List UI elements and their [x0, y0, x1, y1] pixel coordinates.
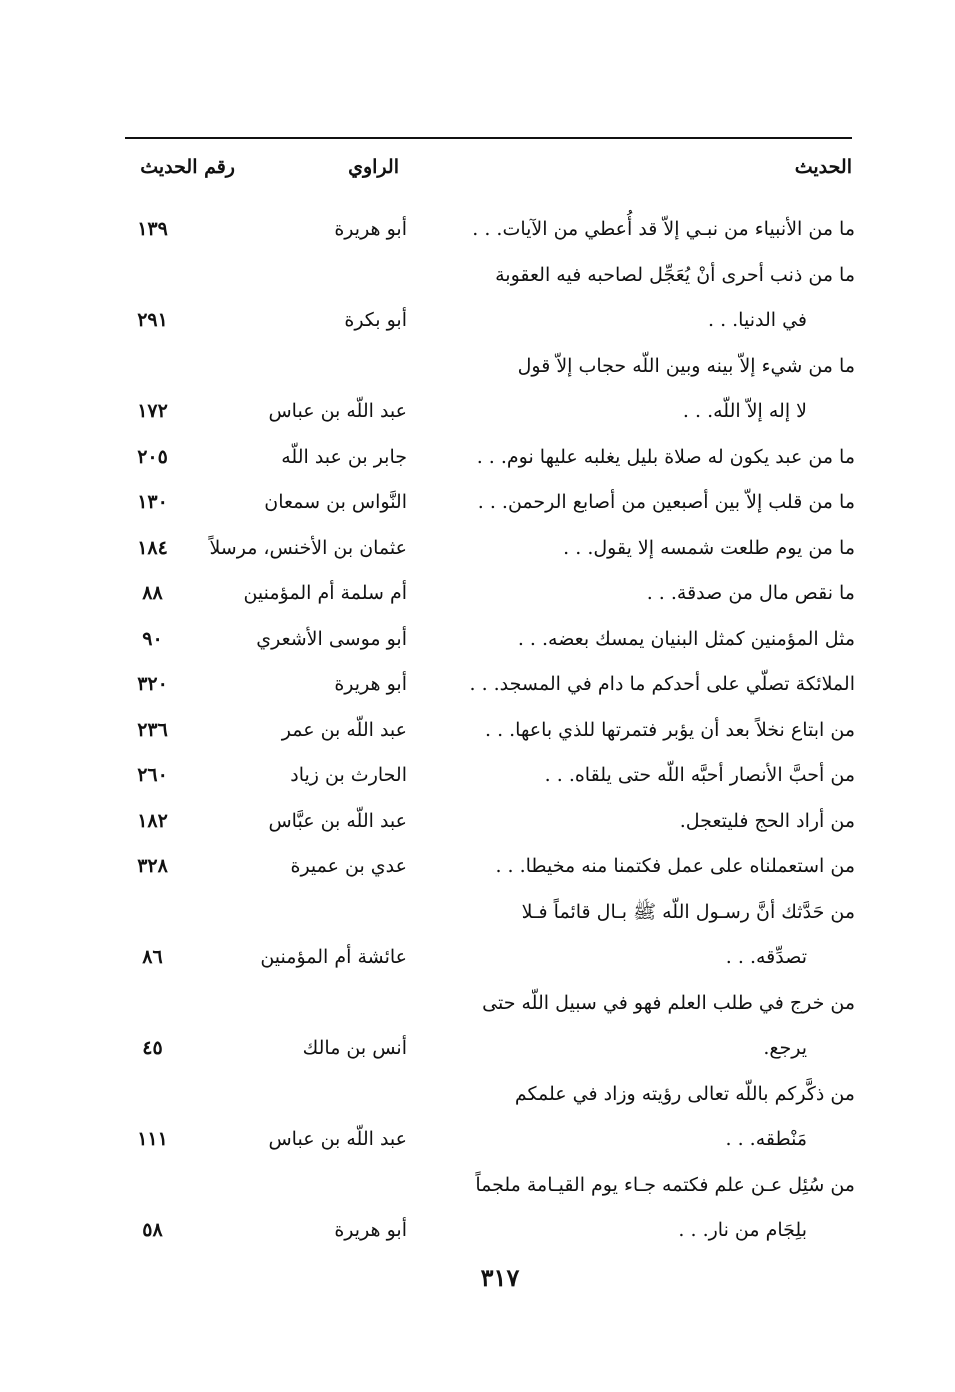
hadith-number: ٣٢٠	[137, 673, 168, 695]
hadith-text: ما من الأنبياء من نبـي إلاّ قد أُعطي من الآيات. . .	[472, 218, 855, 240]
entry-line	[125, 1072, 865, 1118]
column-header-hadith: الحديث	[794, 156, 852, 178]
hadith-text: تصدِّقه. . .	[725, 946, 807, 968]
narrator-name: جابر بن عبد اللّه	[281, 445, 407, 468]
hadith-entry	[125, 981, 865, 1072]
hadith-text: ما من ذنب أحرى أنْ يُعَجِّل لصاحبه فيه العقوبة	[495, 263, 855, 286]
hadith-number: ١٨٢	[137, 809, 168, 832]
narrator-name: النَّواس بن سمعان	[264, 491, 407, 513]
hadith-text: يرجع.	[763, 1037, 807, 1059]
hadith-number: ٣٢٨	[137, 855, 168, 877]
narrator-name: عدي بن عميرة	[290, 855, 407, 877]
hadith-number: ٢٣٦	[137, 718, 168, 741]
entry-line	[125, 480, 865, 526]
hadith-entry	[125, 207, 865, 253]
narrator-name: عبد اللّه بن عمر	[281, 718, 407, 741]
hadith-number: ١٣٠	[137, 491, 168, 513]
entry-line	[125, 617, 865, 663]
narrator-name: عبد اللّه بن عباس	[268, 1128, 407, 1150]
hadith-entry	[125, 799, 865, 845]
hadith-number: ٨٦	[142, 946, 163, 968]
hadith-number: ١١١	[137, 1128, 168, 1150]
hadith-entry	[125, 253, 865, 344]
entry-line	[125, 1208, 865, 1254]
hadith-text: ما من يوم طلعت شمسه إلا يقول. . .	[563, 536, 855, 559]
entry-line	[125, 662, 865, 708]
hadith-entry	[125, 480, 865, 526]
hadith-entry	[125, 753, 865, 799]
narrator-name: أبو هريرة	[334, 1219, 407, 1241]
hadith-entry	[125, 844, 865, 890]
hadith-number: ١٧٢	[137, 400, 168, 422]
hadith-text: ما من عبد يكون له صلاة بليل يغلبه عليها نوم. . .	[476, 445, 855, 468]
entry-line	[125, 890, 865, 936]
hadith-text: من خرج في طلب العلم فهو في سبيل اللّه حتى	[482, 991, 855, 1014]
hadith-text: لا إله إلاّ اللّه. . .	[682, 400, 807, 422]
entry-line	[125, 435, 865, 481]
hadith-number: ٢٩١	[137, 309, 168, 331]
hadith-number: ٩٠	[142, 627, 163, 650]
hadith-text: من أراد الحج فليتعجل.	[679, 809, 855, 832]
hadith-text: في الدنيا. . .	[707, 309, 807, 331]
entry-line	[125, 708, 865, 754]
entry-line	[125, 207, 865, 253]
hadith-text: من ابتاع نخلاً بعد أن يؤبر فتمرتها للذي باعها. . .	[484, 718, 855, 741]
hadith-entry	[125, 435, 865, 481]
hadith-text: مثل المؤمنين كمثل البنيان يمسك بعضه. . .	[517, 627, 855, 650]
hadith-number: ١٨٤	[137, 536, 168, 559]
narrator-name: أبو بكرة	[344, 309, 407, 331]
narrator-name: أم سلمة أم المؤمنين	[243, 582, 407, 604]
hadith-entry	[125, 526, 865, 572]
hadith-text: من حَدَّثك أنَّ رسـول اللّه ﷺ بـال قائماً فـلا	[521, 900, 855, 923]
narrator-name: أبو هريرة	[334, 673, 407, 695]
entry-line	[125, 981, 865, 1027]
hadith-number: ٢٦٠	[137, 764, 168, 786]
hadith-text: بلِجَام من نار. . .	[678, 1219, 807, 1241]
hadith-index-table	[125, 207, 865, 1254]
entry-line	[125, 935, 865, 981]
narrator-name: عائشة أم المؤمنين	[260, 946, 407, 968]
entry-line	[125, 1026, 865, 1072]
entry-line	[125, 344, 865, 390]
hadith-number: ٤٥	[142, 1037, 163, 1059]
entry-line	[125, 1117, 865, 1163]
hadith-text: الملائكة تصلّي على أحدكم ما دام في المسجد. . .	[469, 673, 855, 695]
entry-line	[125, 799, 865, 845]
hadith-entry	[125, 344, 865, 435]
hadith-text: من ذكَّركم باللّه تعالى رؤيته وزاد في علمكم	[514, 1082, 855, 1105]
hadith-entry	[125, 617, 865, 663]
hadith-entry	[125, 571, 865, 617]
hadith-text: مَنْطقه. . .	[725, 1128, 807, 1150]
hadith-entry	[125, 1072, 865, 1163]
narrator-name: عبد اللّه بن عبَّاس	[268, 809, 407, 832]
hadith-text: من سُئِل عـن علم فكتمه جـاء يوم القيـامة ملجماً	[475, 1173, 855, 1196]
hadith-number: ٨٨	[142, 582, 163, 604]
column-header-number: رقم الحديث	[140, 156, 235, 178]
narrator-name: أبو موسى الأشعري	[256, 627, 407, 650]
hadith-entry	[125, 1163, 865, 1254]
hadith-entry	[125, 708, 865, 754]
hadith-text: من استعملناه على عمل فكتمنا منه مخيطا. . .	[495, 855, 855, 877]
narrator-name: أنس بن مالك	[302, 1037, 407, 1059]
entry-line	[125, 389, 865, 435]
column-header-rawi: الراوي	[348, 156, 399, 178]
hadith-number: ٢٠٥	[137, 445, 168, 468]
hadith-text: ما من قلب إلاّ بين أصبعين من أصابع الرحمن. . .	[477, 491, 855, 513]
narrator-name: الحارث بن زياد	[290, 764, 407, 786]
hadith-text: من أحبَّ الأنصار أحبَّه اللّه حتى يلقاه. . .	[544, 764, 855, 786]
entry-line	[125, 571, 865, 617]
entry-line	[125, 753, 865, 799]
narrator-name: أبو هريرة	[334, 218, 407, 240]
hadith-text: ما نقص مال من صدقة. . .	[646, 582, 855, 604]
narrator-name: عبد اللّه بن عباس	[268, 400, 407, 422]
hadith-number: ٥٨	[142, 1219, 163, 1241]
hadith-entry	[125, 890, 865, 981]
entry-line	[125, 526, 865, 572]
hadith-number: ١٣٩	[137, 218, 168, 240]
entry-line	[125, 298, 865, 344]
entry-line	[125, 844, 865, 890]
entry-line	[125, 253, 865, 299]
entry-line	[125, 1163, 865, 1209]
hadith-text: ما من شيء إلاّ بينه وبين اللّه حجاب إلاّ قول	[517, 354, 855, 377]
page-number: ٣١٧	[480, 1263, 520, 1292]
header-rule	[125, 137, 852, 139]
hadith-entry	[125, 662, 865, 708]
narrator-name: عثمان بن الأخنس، مرسلاً	[209, 536, 407, 559]
